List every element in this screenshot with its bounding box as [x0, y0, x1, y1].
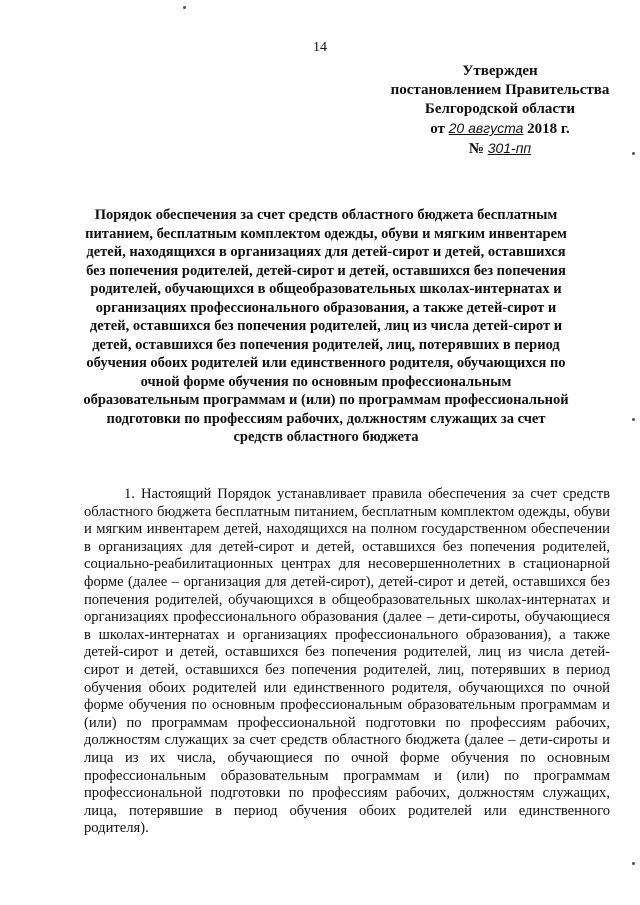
scan-dot [183, 6, 186, 9]
approval-region: Белгородской области [424, 101, 576, 117]
scan-dot [632, 862, 635, 865]
scan-dot [632, 418, 635, 421]
approval-number [380, 139, 620, 159]
approval-date-value: 20 августа [448, 120, 524, 136]
document-title: Порядок обеспечения за счет средств областного бюджета бесплатным питанием, бесплатным комплектом одежды, обуви и мягким инвентарем детей, находящихся в организациях для детей-сирот и детей, оставшихся без попечения родителей, детей-сирот и детей, оставшихся без попечения родителей, обучающихся в общеобразовательных школах-интернатах и организациях профессионального образования, а также детей-сирот и детей, оставшихся без попечения родителей, лиц из числа детей-сирот и детей, оставшихся без попечения родителей, лиц, потерявших в период обучения обоих родителей или единственного родителя, обучающихся по очной форме обучения по основным профессиональным образовательным программам и (или) по программам профессиональной подготовки по профессиям рабочих, должностям служащих за счет средств областного бюджета [83, 207, 569, 445]
approval-date-prefix: от [430, 121, 445, 137]
approval-resolution: постановлением Правительства [390, 82, 610, 98]
approval-date [380, 119, 620, 139]
approval-date-suffix: 2018 г. [527, 121, 570, 137]
scan-dot [632, 152, 635, 155]
approval-number-value: 301-пп [487, 140, 532, 156]
approval-number-prefix: № [468, 141, 484, 157]
approval-heading: Утвержден [462, 63, 538, 79]
page-number: 14 [313, 40, 327, 55]
body-paragraph: 1. Настоящий Порядок устанавливает правила обеспечения за счет средств областного бюджета бесплатным питанием, бесплатным комплектом одежды, обуви и мягким инвентарем детей, находящихся на полном государственном обеспечении в организациях для детей-сирот и детей, оставшихся без попечения родителей, социально-реабилитационных центрах для несовершеннолетних в стационарной форме (далее – организация для детей-сирот), детей-сирот и детей, оставшихся без попечения родителей, обучающихся в общеобразовательных школах-интернатах и организациях профессионального образования (далее – дети-сироты, обучающиеся в школах-интернатах и организациях профессионального образования), а также детей-сирот и детей, оставшихся без попечения родителей, лиц из числа детей-сирот и детей, оставшихся без попечения родителей, лиц, потерявших в период обучения обоих родителей или единственного родителя, обучающихся по очной форме обучения по основным профессиональным образовательным программам и (или) по программам профессиональной подготовки по профессиям рабочих, должностям служащих за счет средств областного бюджета (далее – дети-сироты и лица из их числа, обучающиеся по очной форме обучения по основным профессиональным образовательным программам и (или) по программам профессиональной подготовки по профессиям рабочих, должностям служащих, лица, потерявшие в период обучения обоих родителей или единственного родителя). [84, 486, 610, 837]
approval-block [380, 62, 620, 159]
